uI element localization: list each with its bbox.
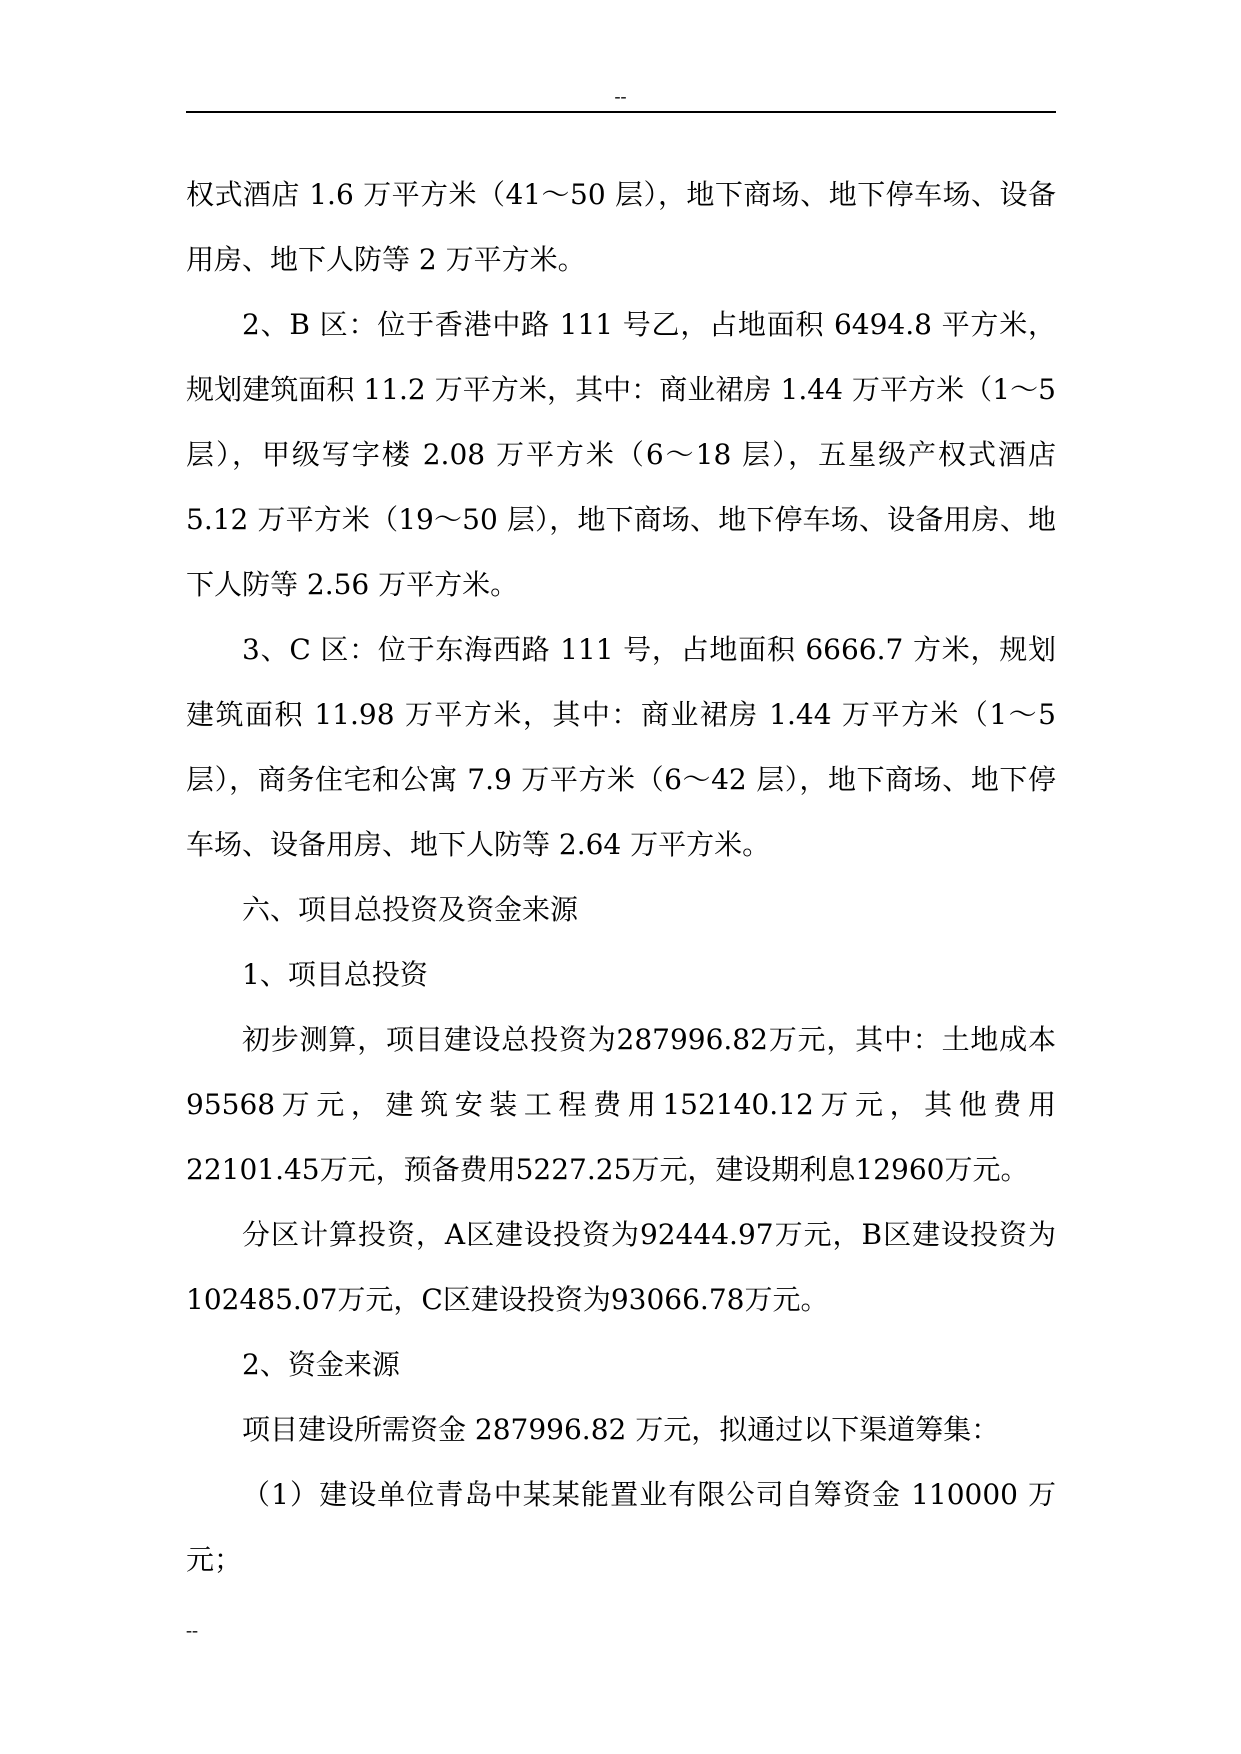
header-mark: -- — [614, 86, 627, 106]
subheading-funding-source: 2、资金来源 — [242, 1348, 400, 1381]
document-body — [186, 162, 1056, 1592]
header-rule — [186, 111, 1056, 113]
paragraph-funding-item-1: （1）建设单位青岛中某某能置业有限公司自筹资金 110000 万元； — [186, 1478, 1056, 1576]
paragraph-total-investment: 初步测算，项目建设总投资为287996.82万元，其中：土地成本95568万元，建筑安装工程费用152140.12万元，其他费用22101.45万元，预备费用5227.25万元，建设期利息12960万元。 — [186, 1023, 1056, 1186]
paragraph-zone-investment: 分区计算投资，A区建设投资为92444.97万元，B区建设投资为102485.07万元，C区建设投资为93066.78万元。 — [186, 1218, 1056, 1316]
paragraph-zone-c: 3、C 区：位于东海西路 111 号，占地面积 6666.7 方米，规划建筑面积 11.98 万平方米，其中：商业裙房 1.44 万平方米（1～5 层），商务住宅和公寓 7.9 万平方米（6～42 层），地下商场、地下停车场、设备用房、地下人防等 2.64 万平方米。 — [186, 633, 1056, 861]
paragraph-continuation: 权式酒店 1.6 万平方米（41～50 层），地下商场、地下停车场、设备用房、地下人防等 2 万平方米。 — [186, 178, 1056, 276]
paragraph-zone-b: 2、B 区：位于香港中路 111 号乙，占地面积 6494.8 平方米，规划建筑面积 11.2 万平方米，其中：商业裙房 1.44 万平方米（1～5 层），甲级写字楼 2.08 万平方米（6～18 层），五星级产权式酒店 5.12 万平方米（19～50 层），地下商场、地下停车场、设备用房、地下人防等 2.56 万平方米。 — [186, 308, 1056, 601]
section-heading-investment: 六、项目总投资及资金来源 — [242, 893, 579, 926]
subheading-total-investment: 1、项目总投资 — [242, 958, 428, 991]
footer-mark: -- — [186, 1620, 198, 1640]
paragraph-funding-intro: 项目建设所需资金 287996.82 万元，拟通过以下渠道筹集： — [242, 1413, 1000, 1446]
